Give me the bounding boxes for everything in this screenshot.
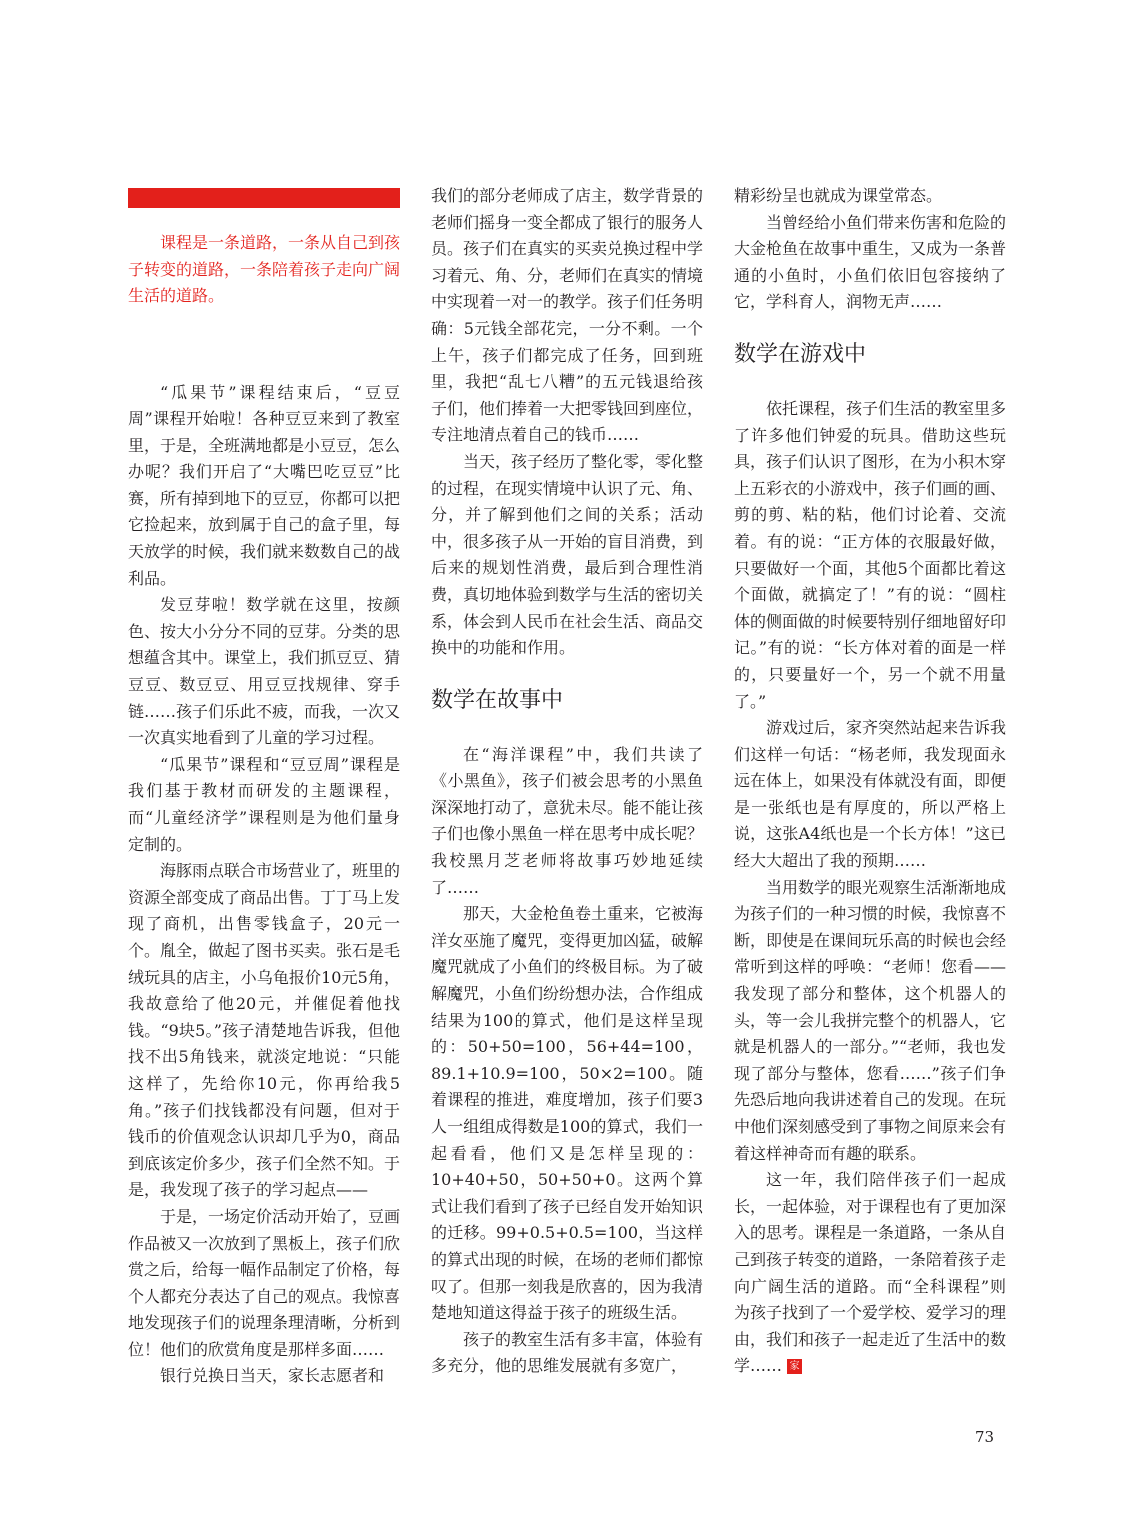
paragraph: 海豚雨点联合市场营业了，班里的资源全部变成了商品出售。丁丁马上发现了商机，出售零钱盒子，20元一个。胤全，做起了图书买卖。张石是毛绒玩具的店主，小乌龟报价10元5角，我故意给了他20元，并催促着他找钱。“9块5。”孩子清楚地告诉我，但他找不出5角钱来，就淡定地说：“只能这样了，先给你10元，你再给我5角。”孩子们找钱都没有问题，但对于钱币的价值观念认识却几乎为0，商品到底该定价多少，孩子们全然不知。于是，我发现了孩子的学习起点—— — [128, 861, 401, 1200]
paragraph: “瓜果节”课程和“豆豆周”课程是我们基于教材而研发的主题课程，而“儿童经济学”课程则是为他们量身定制的。 — [128, 754, 400, 854]
paragraph: 银行兑换日当天，家长志愿者和 — [160, 1366, 385, 1386]
paragraph: 于是，一场定价活动开始了，豆画作品被又一次放到了黑板上，孩子们欣赏之后，给每一幅作品制定了价格，每个人都充分表达了自己的观点。我惊喜地发现孩子们的说理条理清晰，分析到位！他们的欣赏角度是那样多面…… — [128, 1206, 401, 1359]
paragraph: 孩子的教室生活有多丰富，体验有多充分，他的思维发展就有多宽广， — [431, 1329, 704, 1376]
paragraph: 精彩纷呈也就成为课堂常态。 — [734, 186, 943, 205]
paragraph: 那天，大金枪鱼卷土重来，它被海洋女巫施了魔咒，变得更加凶猛，破解魔咒就成了小鱼们的终极目标。为了破解魔咒，小鱼们纷纷想办法，合作组成结果为100的算式，他们是这样呈现的：50+50=100，56+44=100，89.1+10.9=100，50×2=100。随着课程的推进，难度增加，孩子们要3人一组组成得数是100的算式，我们一起看看，他们又是怎样呈现的：10+40+50，50+50+0。这两个算式让我们看到了孩子已经自发开始知识的迁移。99+0.5+0.5=100，当这样的算式出现的时候，在场的老师们都惊叹了。但那一刻我是欣喜的，因为我清楚地知道这得益于孩子的班级生活。 — [431, 904, 704, 1323]
section-heading-story: 数学在故事中 — [431, 687, 564, 713]
column-2 — [431, 183, 703, 1380]
paragraph: 发豆芽啦！数学就在这里，按颜色、按大小分分不同的豆芽。分类的思想蕴含其中。课堂上，我们抓豆豆、猜豆豆、数豆豆、用豆豆找规律、穿手链……孩子们乐此不疲，而我，一次又一次真实地看到了儿童的学习过程。 — [128, 595, 401, 748]
paragraph: 当用数学的眼光观察生活渐渐地成为孩子们的一种习惯的时候，我惊喜不断，即使是在课间玩乐高的时候也会经常听到这样的呼唤：“老师！您看——我发现了部分和整体，这个机器人的头，等一会儿我拼完整个的机器人，它就是机器人的一部分。”“老师，我也发现了部分与整体，您看……”孩子们争先恐后地向我讲述着自己的发现。在玩中他们深刻感受到了事物之间原来会有着这样神奇而有趣的联系。 — [734, 877, 1007, 1163]
paragraph: 当天，孩子经历了整化零，零化整的过程，在现实情境中认识了元、角、分，并了解到他们之间的关系；活动中，很多孩子从一开始的盲目消费，到后来的规划性消费，最后到合理性消费，真切地体验到数学与生活的密切关系，体会到人民币在社会生活、商品交换中的功能和作用。 — [431, 451, 704, 658]
paragraph — [734, 1167, 1006, 1380]
section-heading-game: 数学在游戏中 — [734, 341, 867, 367]
column-3 — [734, 183, 1006, 1380]
red-accent-bar — [128, 188, 400, 208]
pull-quote: 课程是一条道路，一条从自己到孩子转变的道路，一条陪着孩子走向广阔生活的道路。 — [128, 233, 401, 305]
paragraph: “瓜果节”课程结束后，“豆豆周”课程开始啦！各种豆豆来到了教室里，于是，全班满地都是小豆豆，怎么办呢？我们开启了“大嘴巴吃豆豆”比赛，所有掉到地下的豆豆，你都可以把它捡起来，放到属于自己的盒子里，每天放学的时候，我们就来数数自己的战利品。 — [128, 382, 401, 588]
paragraph-text: 这一年，我们陪伴孩子们一起成长，一起体验，对于课程也有了更加深入的思考。课程是一条道路，一条从自己到孩子转变的道路，一条陪着孩子走向广阔生活的道路。而“全科课程”则为孩子找到了一个爱学校、爱学习的理由，我们和孩子一起走近了生活中的数学…… — [734, 1170, 1007, 1376]
paragraph: 依托课程，孩子们生活的教室里多了许多他们钟爱的玩具。借助这些玩具，孩子们认识了图形，在为小积木穿上五彩衣的小游戏中，孩子们画的画、剪的剪、粘的粘，他们讨论着、交流着。有的说：“正方体的衣服最好做，只要做好一个面，其他5个面都比着这个面做，就搞定了！”有的说：“圆柱体的侧面做的时候要特别仔细地留好印记。”有的说：“长方体对着的面是一样的，只要量好一个，另一个就不用量了。” — [734, 398, 1007, 711]
paragraph: 在“海洋课程”中，我们共读了《小黑鱼》，孩子们被会思考的小黑鱼深深地打动了，意犹未尽。能不能让孩子们也像小黑鱼一样在思考中成长呢？我校黑月芝老师将故事巧妙地延续了…… — [431, 744, 704, 897]
column-1 — [128, 183, 400, 1390]
page-number: 73 — [975, 1428, 995, 1446]
paragraph: 游戏过后，家齐突然站起来告诉我们这样一句话：“杨老师，我发现面永远在体上，如果没有体就没有面，即便是一张纸也是有厚度的，所以严格上说，这张A4纸也是一个长方体！”这已经大大超出了我的预期…… — [734, 718, 1007, 871]
paragraph: 当曾经给小鱼们带来伤害和危险的大金枪鱼在故事中重生，又成为一条普通的小鱼时，小鱼们依旧包容接纳了它，学科育人，润物无声…… — [734, 212, 1007, 312]
end-mark-icon: 家 — [787, 1359, 802, 1374]
paragraph: 我们的部分老师成了店主，数学背景的老师们摇身一变全都成了银行的服务人员。孩子们在真实的买卖兑换过程中学习着元、角、分，老师们在真实的情境中实现着一对一的教学。孩子们任务明确：5元钱全部花完，一分不剩。一个上午，孩子们都完成了任务，回到班里，我把“乱七八糟”的五元钱退给孩子们，他们捧着一大把零钱回到座位，专注地清点着自己的钱币…… — [431, 186, 704, 445]
